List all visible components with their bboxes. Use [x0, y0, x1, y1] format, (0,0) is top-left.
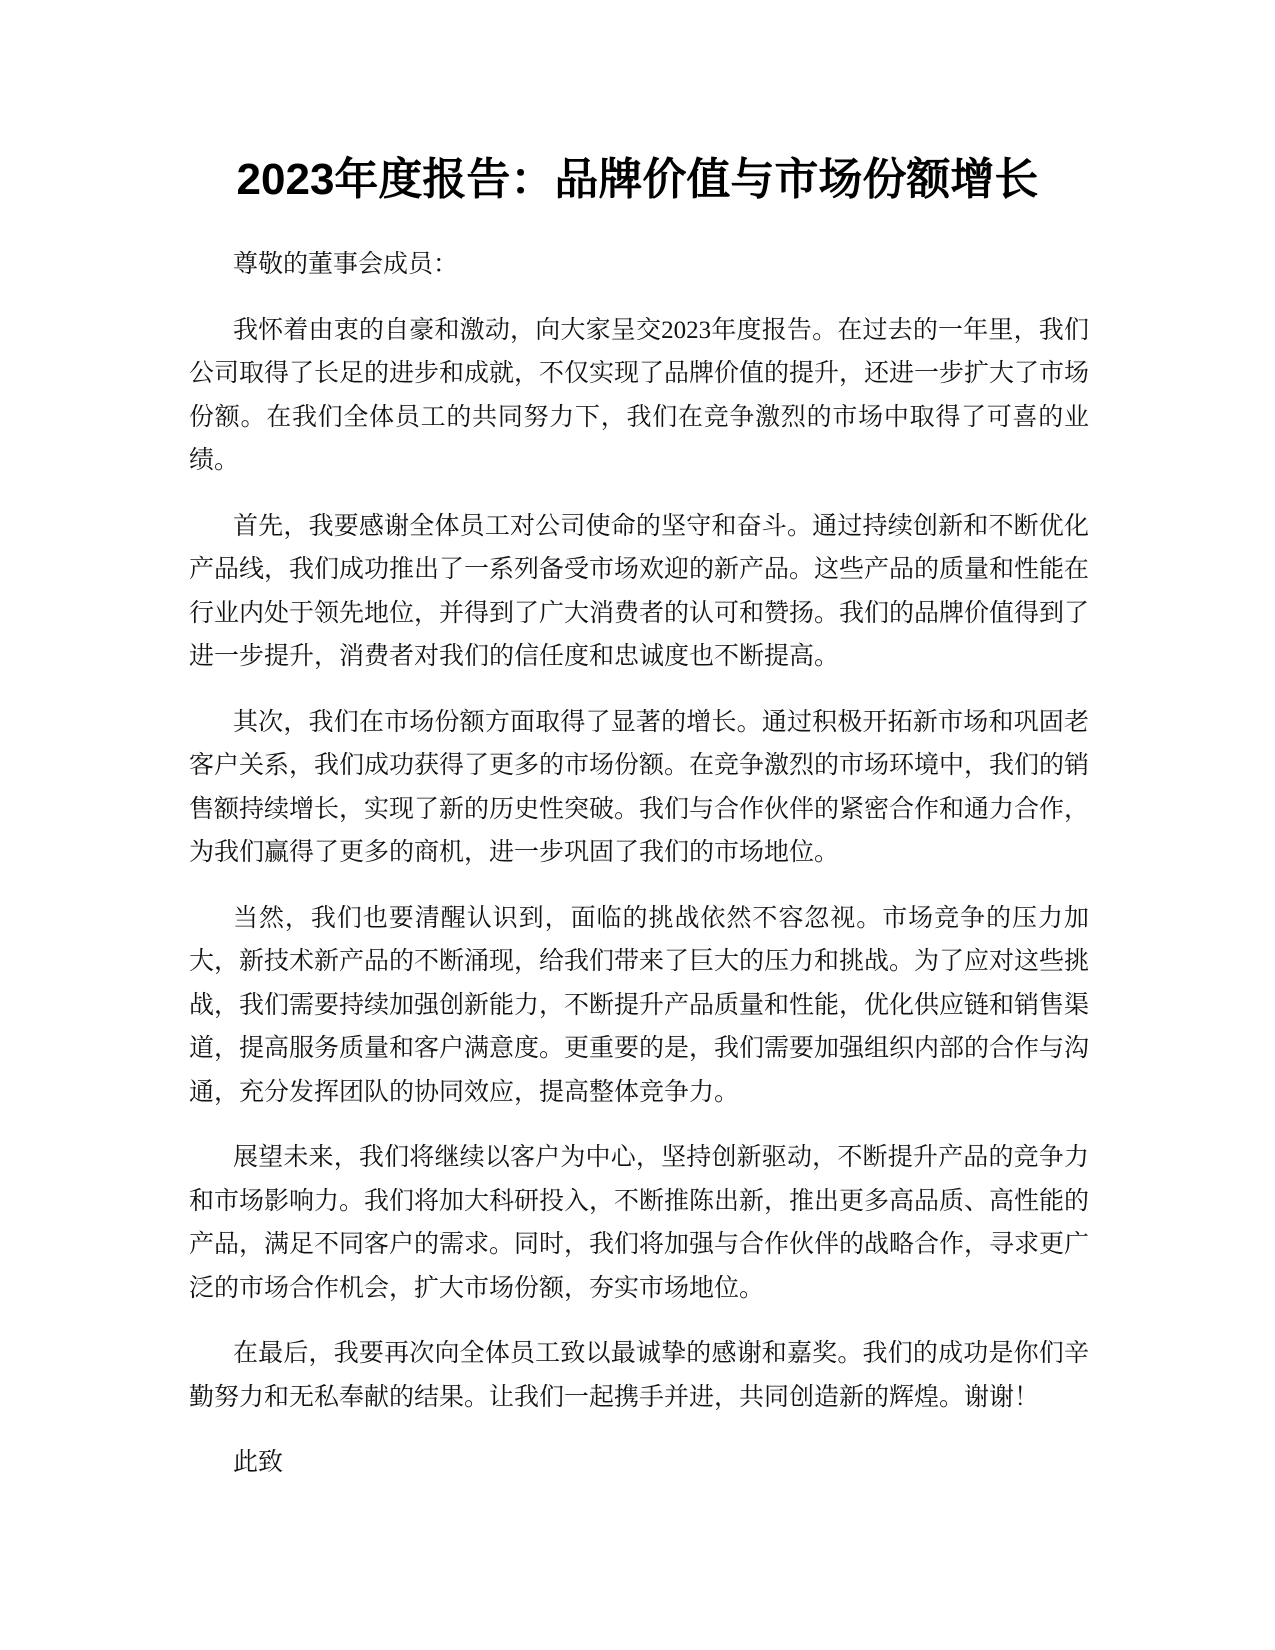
paragraph-3: 其次，我们在市场份额方面取得了显著的增长。通过积极开拓新市场和巩固老客户关系，我们成功获得了更多的市场份额。在竞争激烈的市场环境中，我们的销售额持续增长，实现了新的历史性突破。我们与合作伙伴的紧密合作和通力合作，为我们赢得了更多的商机，进一步巩固了我们的市场地位。 — [189, 708, 1090, 866]
document-title: 2023年度报告：品牌价值与市场份额增长 — [236, 155, 1039, 204]
salutation: 尊敬的董事会成员： — [233, 251, 459, 278]
paragraph-1: 我怀着由衷的自豪和激动，向大家呈交2023年度报告。在过去的一年里，我们公司取得了长足的进步和成就，不仅实现了品牌价值的提升，还进一步扩大了市场份额。在我们全体员工的共同努力下，我们在竞争激烈的市场中取得了可喜的业绩。 — [189, 316, 1090, 474]
paragraph-2: 首先，我要感谢全体员工对公司使命的坚守和奋斗。通过持续创新和不断优化产品线，我们成功推出了一系列备受市场欢迎的新产品。这些产品的质量和性能在行业内处于领先地位，并得到了广大消费者的认可和赞扬。我们的品牌价值得到了进一步提升，消费者对我们的信任度和忠诚度也不断提高。 — [189, 512, 1090, 670]
paragraph-4: 当然，我们也要清醒认识到，面临的挑战依然不容忽视。市场竞争的压力加大，新技术新产品的不断涌现，给我们带来了巨大的压力和挑战。为了应对这些挑战，我们需要持续加强创新能力，不断提升产品质量和性能，优化供应链和销售渠道，提高服务质量和客户满意度。更重要的是，我们需要加强组织内部的合作与沟通，充分发挥团队的协同效应，提高整体竞争力。 — [189, 904, 1090, 1106]
closing: 此致 — [233, 1449, 284, 1476]
paragraph-5: 展望未来，我们将继续以客户为中心，坚持创新驱动，不断提升产品的竞争力和市场影响力。我们将加大科研投入，不断推陈出新，推出更多高品质、高性能的产品，满足不同客户的需求。同时，我们将加强与合作伙伴的战略合作，寻求更广泛的市场合作机会，扩大市场份额，夯实市场地位。 — [189, 1144, 1090, 1302]
paragraph-6: 在最后，我要再次向全体员工致以最诚挚的感谢和嘉奖。我们的成功是你们辛勤努力和无私奉献的结果。让我们一起携手并进，共同创造新的辉煌。谢谢！ — [189, 1340, 1089, 1411]
document-body — [189, 243, 1089, 1507]
